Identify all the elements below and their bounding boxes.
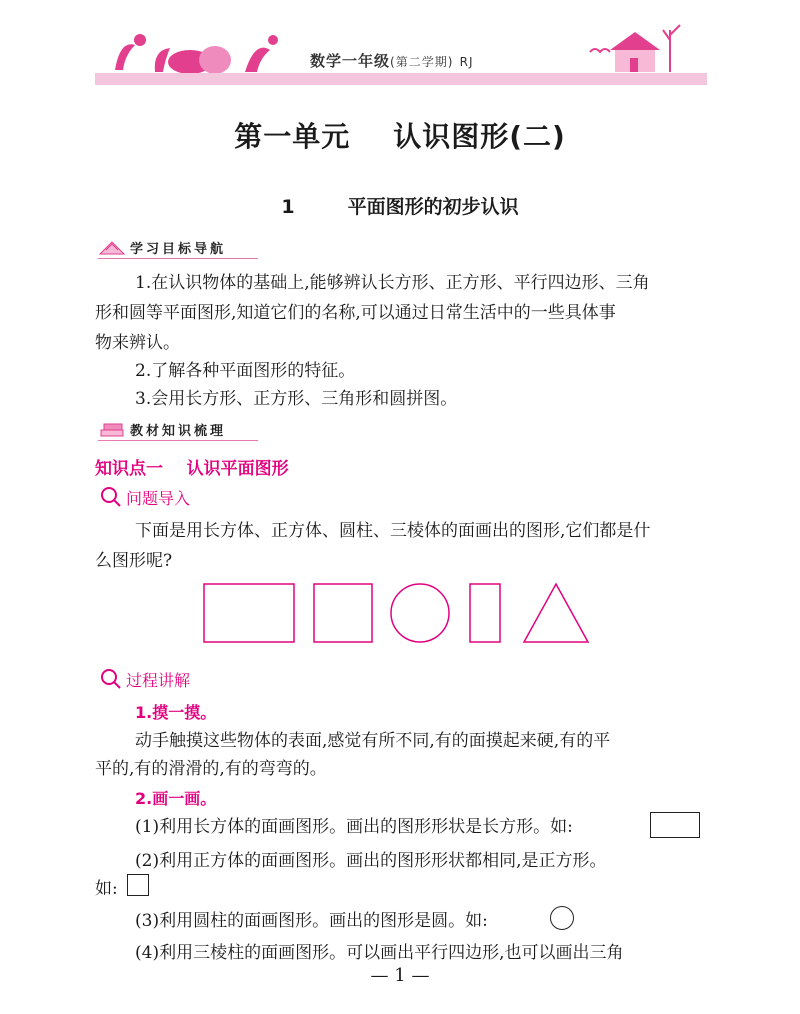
section-name: 平面图形的初步认识 — [347, 196, 519, 218]
objective-line: 2.了解各种平面图形的特征。 — [135, 361, 356, 381]
section-title — [0, 192, 800, 219]
book-title: 数学一年级 — [310, 52, 391, 70]
objective-line: 3.会用长方形、正方形、三角形和圆拼图。 — [135, 389, 458, 409]
section-number: 1 — [281, 196, 295, 218]
rectangle-example — [650, 812, 700, 838]
badge-underline — [98, 258, 258, 259]
triangle-shape — [524, 584, 588, 642]
item-two-cont: 如: — [95, 879, 118, 899]
step-two: 2.画一画。 — [135, 789, 217, 808]
item-three: (3)利用圆柱的面画图形。画出的图形是圆。如: — [135, 911, 488, 931]
intro-label: 问题导入 — [126, 489, 191, 508]
intro-line: 么图形呢? — [95, 551, 173, 571]
item-four: (4)利用三棱柱的面画图形。可以画出平行四边形,也可以画出三角 — [135, 943, 624, 963]
edition: RJ — [459, 55, 474, 69]
intro-line: 下面是用长方体、正方体、圆柱、三棱体的面画出的图形,它们都是什 — [135, 521, 651, 541]
header-title — [310, 50, 474, 71]
objective-line: 物来辨认。 — [95, 333, 180, 353]
books-icon — [98, 418, 126, 440]
page-number: — 1 — — [370, 965, 430, 986]
objective-line: 形和圆等平面图形,知道它们的名称,可以通过日常生活中的一些具体事 — [95, 303, 616, 323]
header-band — [95, 73, 707, 85]
unit-title: 第一单元 认识图形(二) — [234, 120, 566, 153]
circle-example — [550, 906, 574, 930]
square-example — [127, 874, 149, 896]
book-icon — [98, 236, 126, 258]
tall-rectangle-shape — [470, 584, 500, 642]
term: (第二学期) — [390, 55, 454, 69]
knowledge-point-title: 知识点一 认识平面图形 — [95, 459, 289, 479]
objective-line: 1.在认识物体的基础上,能够辨认长方形、正方形、平行四边形、三角 — [135, 273, 650, 293]
magnifier-icon — [100, 486, 122, 508]
shapes-figure — [200, 578, 600, 648]
item-two: (2)利用正方体的面画图形。画出的图形形状都相同,是正方形。 — [135, 851, 607, 871]
objectives-badge: 学习目标导航 — [130, 242, 227, 257]
magnifier-icon — [100, 668, 122, 690]
circle-shape — [391, 584, 449, 642]
rectangle-shape — [204, 584, 294, 642]
item-one: (1)利用长方体的面画图形。画出的图形形状是长方形。如: — [135, 817, 573, 837]
square-shape — [314, 584, 372, 642]
process-label: 过程讲解 — [126, 671, 191, 690]
step-one: 1.摸一摸。 — [135, 703, 217, 722]
step-one-line: 平的,有的滑滑的,有的弯弯的。 — [95, 759, 327, 779]
knowledge-badge: 教材知识梳理 — [130, 424, 227, 439]
badge-underline — [98, 440, 258, 441]
step-one-line: 动手触摸这些物体的表面,感觉有所不同,有的面摸起来硬,有的平 — [135, 731, 611, 751]
